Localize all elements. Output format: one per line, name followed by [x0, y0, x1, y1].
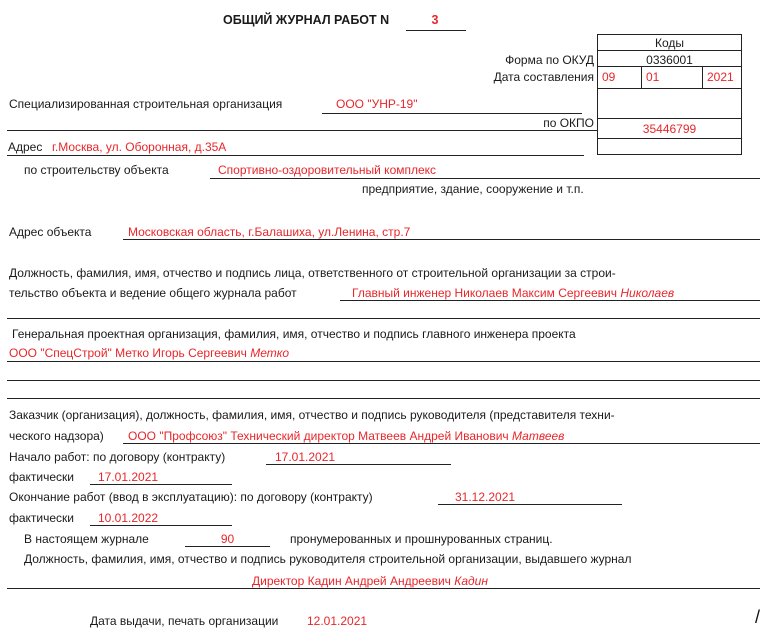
object-address-value: Московская область, г.Балашиха, ул.Ленина, стр.7: [128, 225, 411, 239]
end-contract-date: 31.12.2021: [455, 490, 516, 504]
codes-heading: Коды: [654, 36, 685, 50]
address-label: Адрес: [8, 140, 43, 154]
organization-value: ООО "УНР-19": [336, 97, 418, 111]
pages-suffix: пронумерованных и прошнурованных страниц.: [290, 532, 553, 546]
responsible-underline: [340, 300, 760, 301]
responsible-underline-2: [7, 318, 760, 319]
issuer-signature: Кадин: [454, 574, 488, 588]
journal-number: 3: [431, 13, 439, 27]
okpo-label: по ОКПО: [543, 116, 594, 130]
text-cursor-icon: /: [755, 607, 761, 627]
end-actual-date: 10.01.2022: [98, 511, 159, 525]
issue-label: Дата выдачи, печать организации: [90, 614, 279, 628]
responsible-label-1: Должность, фамилия, имя, отчество и подпись лица, ответственного от строительной организации за строи-: [9, 266, 616, 280]
start-label: Начало работ: по договору (контракту): [9, 450, 226, 464]
customer-underline: [123, 443, 760, 444]
date-day: 09: [602, 70, 616, 84]
date-year: 2021: [707, 70, 734, 84]
object-value: Спортивно-оздоровительный комплекс: [218, 163, 437, 177]
start-contract-date: 17.01.2021: [275, 450, 336, 464]
address-underline: [7, 155, 584, 156]
customer-label-2: ческого надзора): [9, 429, 104, 443]
designer-underline-3: [7, 398, 760, 399]
journal-number-underline: [406, 30, 466, 31]
object-address-underline: [123, 239, 760, 240]
customer-value: ООО "Профсоюз" Технический директор Матвеев Андрей Иванович Матвеев: [128, 429, 565, 443]
responsible-signature: Николаев: [620, 286, 675, 300]
okud-value: 0336001: [646, 53, 693, 67]
end-actual-label: фактически: [9, 511, 75, 525]
organization-underline-2: [7, 130, 597, 131]
issue-date: 12.01.2021: [307, 614, 368, 628]
start-actual-date: 17.01.2021: [98, 470, 159, 484]
designer-underline-2: [7, 380, 760, 381]
object-hint: предприятие, здание, сооружение и т.п.: [362, 182, 584, 196]
pages-count-underline: [185, 546, 270, 547]
issuer-underline: [7, 588, 760, 589]
okpo-value: 35446799: [642, 122, 697, 136]
end-contract-underline: [438, 504, 622, 505]
object-address-label: Адрес объекта: [9, 225, 92, 239]
customer-signature: Матвеев: [512, 429, 565, 443]
designer-signature: Метко: [250, 346, 290, 360]
designer-label: Генеральная проектная организация, фамилия, имя, отчество и подпись главного инженера проекта: [12, 327, 576, 341]
start-actual-label: фактически: [9, 470, 75, 484]
object-label: по строительству объекта: [24, 163, 169, 177]
customer-label-1: Заказчик (организация), должность, фамилия, имя, отчество и подпись руководителя (представителя техни-: [9, 408, 615, 422]
date-label: Дата составления: [493, 70, 594, 84]
date-month: 01: [646, 70, 660, 84]
responsible-value: Главный инженер Николаев Максим Сергеевич Николаев: [352, 286, 675, 300]
start-actual-underline: [90, 484, 232, 485]
pages-count: 90: [220, 532, 235, 546]
start-contract-underline: [266, 464, 451, 465]
journal-title: ОБЩИЙ ЖУРНАЛ РАБОТ N: [223, 13, 390, 27]
issuer-label: Должность, фамилия, имя, отчество и подпись руководителя строительной организации, выдавшего журнал: [24, 552, 632, 566]
pages-prefix: В настоящем журнале: [24, 532, 149, 546]
okud-label: Форма по ОКУД: [505, 53, 594, 67]
address-value: г.Москва, ул. Оборонная, д.35А: [52, 140, 227, 154]
end-actual-underline: [90, 525, 232, 526]
end-label: Окончание работ (ввод в эксплуатацию): по договору (контракту): [9, 490, 373, 504]
issuer-value: Директор Кадин Андрей Андреевич Кадин: [252, 574, 488, 588]
designer-underline: [7, 361, 760, 362]
organization-label: Специализированная строительная организация: [9, 97, 283, 111]
object-underline: [210, 178, 760, 179]
responsible-label-2: тельство объекта и ведение общего журнала работ: [9, 286, 297, 300]
organization-underline: [322, 113, 582, 114]
designer-value: ООО "СпецСтрой" Метко Игорь Сергеевич Метко: [9, 346, 290, 360]
